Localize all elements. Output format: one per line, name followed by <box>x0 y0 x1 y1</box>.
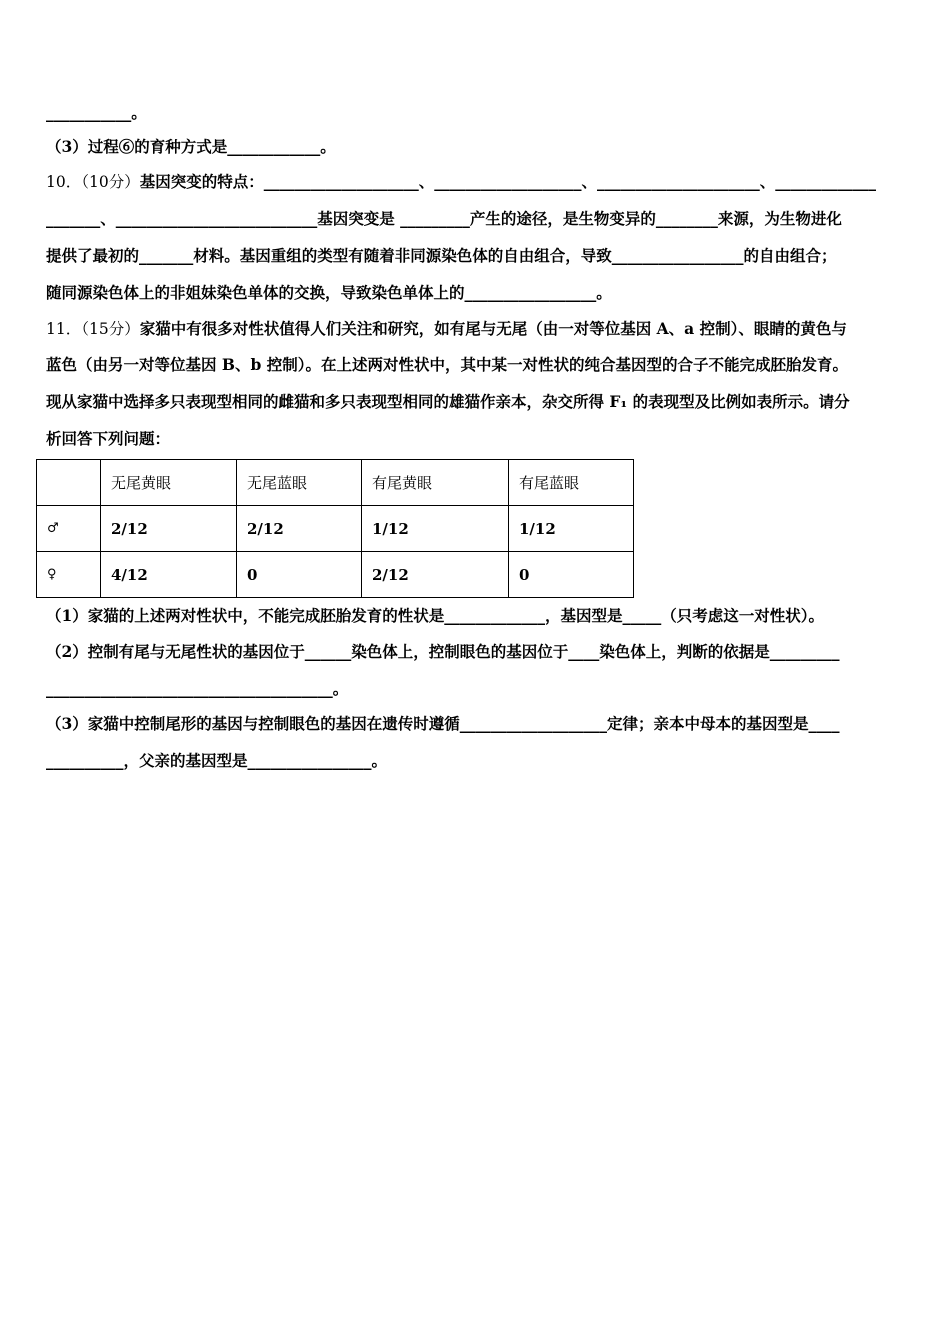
table-header-cell: 有尾黄眼 <box>362 460 509 506</box>
table-cell: 2/12 <box>362 552 509 598</box>
question-10-line-3: 提供了最初的_______材料。基因重组的类型有随着非同源染色体的自由组合，导致_________________的自由组合； <box>46 246 837 265</box>
question-11-line-2: 蓝色（由另一对等位基因 B、b 控制）。在上述两对性状中，其中某一对性状的纯合基因型的合子不能完成胚胎发育。 <box>46 355 848 374</box>
question-11-part-2: （2）控制有尾与无尾性状的基因位于______染色体上，控制眼色的基因位于____染色体上，判断的依据是_________ <box>46 642 840 661</box>
question-9-part-3: （3）过程⑥的育种方式是____________。 <box>46 137 336 156</box>
question-10-line-2: _______、__________________________基因突变是 _________产生的途径，是生物变异的________来源，为生物进化 <box>46 209 842 228</box>
table-row <box>37 506 634 552</box>
question-10-line-1 <box>46 172 906 192</box>
table-cell: 0 <box>509 552 634 598</box>
table-header-cell <box>37 460 101 506</box>
table-header-row <box>37 460 634 506</box>
table-header-cell: 无尾蓝眼 <box>237 460 362 506</box>
question-11-line-3: 现从家猫中选择多只表现型相同的雌猫和多只表现型相同的雄猫作亲本，杂交所得 F₁ 的表现型及比例如表所示。请分 <box>46 392 850 411</box>
table-cell: 4/12 <box>101 552 237 598</box>
table-cell: 0 <box>237 552 362 598</box>
question-11-text: 家猫中有很多对性状值得人们关注和研究，如有尾与无尾（由一对等位基因 A、a 控制）、眼睛的黄色与 <box>139 319 847 338</box>
question-10-line-4: 随同源染色体上的非姐妹染色单体的交换，导致染色单体上的_________________。 <box>46 283 612 302</box>
table-row <box>37 552 634 598</box>
question-11-line-4: 析回答下列问题： <box>46 429 171 448</box>
question-11-number: 11．（15分） <box>46 320 140 338</box>
question-11-part-3: （3）家猫中控制尾形的基因与控制眼色的基因在遗传时遵循___________________定律；亲本中母本的基因型是____ <box>46 714 840 733</box>
question-11-part-2-cont: _____________________________________。 <box>46 679 349 698</box>
question-10-text: 基因突变的特点：____________________、___________________、_____________________、_____________ <box>139 172 876 191</box>
table-header-cell: 无尾黄眼 <box>101 460 237 506</box>
table-cell: 1/12 <box>362 506 509 552</box>
question-11-part-3-cont: __________，父亲的基因型是________________。 <box>46 751 388 770</box>
table-cell: 2/12 <box>101 506 237 552</box>
question-11-part-1: （1）家猫的上述两对性状中，不能完成胚胎发育的性状是_____________，基因型是_____（只考虑这一对性状）。 <box>46 606 825 625</box>
table-header-cell: 有尾蓝眼 <box>509 460 634 506</box>
phenotype-ratio-table <box>36 459 634 598</box>
female-symbol-cell: ♀ <box>37 552 101 598</box>
table-cell: 2/12 <box>237 506 362 552</box>
table-cell: 1/12 <box>509 506 634 552</box>
male-symbol-cell: ♂ <box>37 506 101 552</box>
answer-blank-line: ___________。 <box>46 103 147 122</box>
question-11-line-1 <box>46 319 906 339</box>
question-10-number: 10．（10分） <box>46 173 140 191</box>
